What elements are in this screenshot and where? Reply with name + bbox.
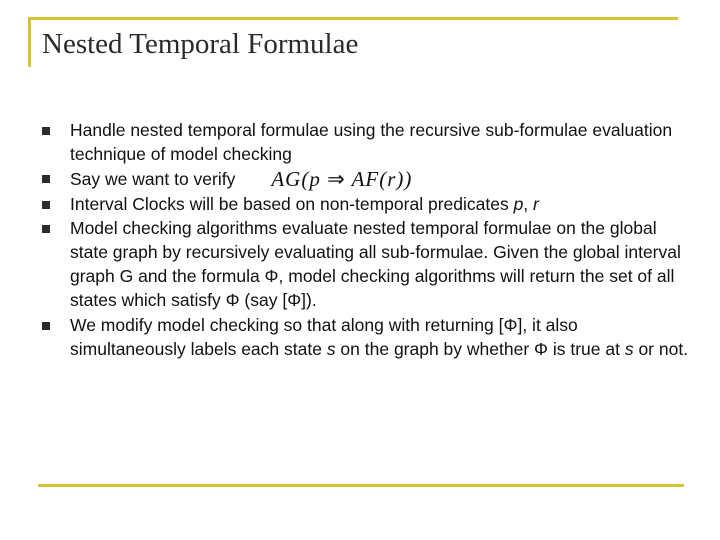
state-s: s <box>326 338 336 359</box>
bullet-item-4 <box>42 216 690 313</box>
bullet-square-icon <box>42 322 50 330</box>
bullet-list <box>42 118 690 361</box>
temporal-formula <box>271 167 412 191</box>
bullet-square-icon <box>42 225 50 233</box>
frame-left-border <box>28 17 31 67</box>
bullet-text: or not. <box>633 338 689 359</box>
frame-bottom-border <box>38 484 684 487</box>
bullet-item-5 <box>42 313 690 361</box>
slide-title: Nested Temporal Formulae <box>42 28 359 60</box>
formula-part-2: AF(r)) <box>351 167 413 192</box>
state-s: s <box>624 338 634 359</box>
implies-arrow: ⇒ <box>327 167 346 192</box>
bullet-text: Interval Clocks will be based on non-temporal predicates <box>70 193 514 214</box>
bullet-square-icon <box>42 127 50 135</box>
bullet-item-1 <box>42 118 690 166</box>
predicate-p: p <box>513 193 524 214</box>
bullet-text-comma: , <box>523 193 534 214</box>
bullet-text: Model checking algorithms evaluate nested temporal formulae on the global state graph by recursively evaluating all sub-formulae. Given the global interval graph G and the formula Φ, model checking algorithms will return the set of all states which satisfy Φ (say [Φ]). <box>70 217 681 311</box>
frame-top-border <box>28 17 678 20</box>
formula-part-1: AG(p <box>271 167 321 192</box>
bullet-item-2 <box>42 166 690 191</box>
bullet-text: Handle nested temporal formulae using the recursive sub-formulae evaluation technique of model checking <box>70 120 673 165</box>
bullet-item-3 <box>42 192 690 216</box>
bullet-square-icon <box>42 201 50 209</box>
bullet-text: on the graph by whether Φ is true at <box>335 338 625 359</box>
bullet-square-icon <box>42 175 50 183</box>
bullet-text: Say we want to verify <box>70 169 236 190</box>
bullet-text: We modify model checking so that along with returning [Φ], it also simultaneously labels each state <box>70 314 578 359</box>
predicate-r: r <box>533 193 539 214</box>
